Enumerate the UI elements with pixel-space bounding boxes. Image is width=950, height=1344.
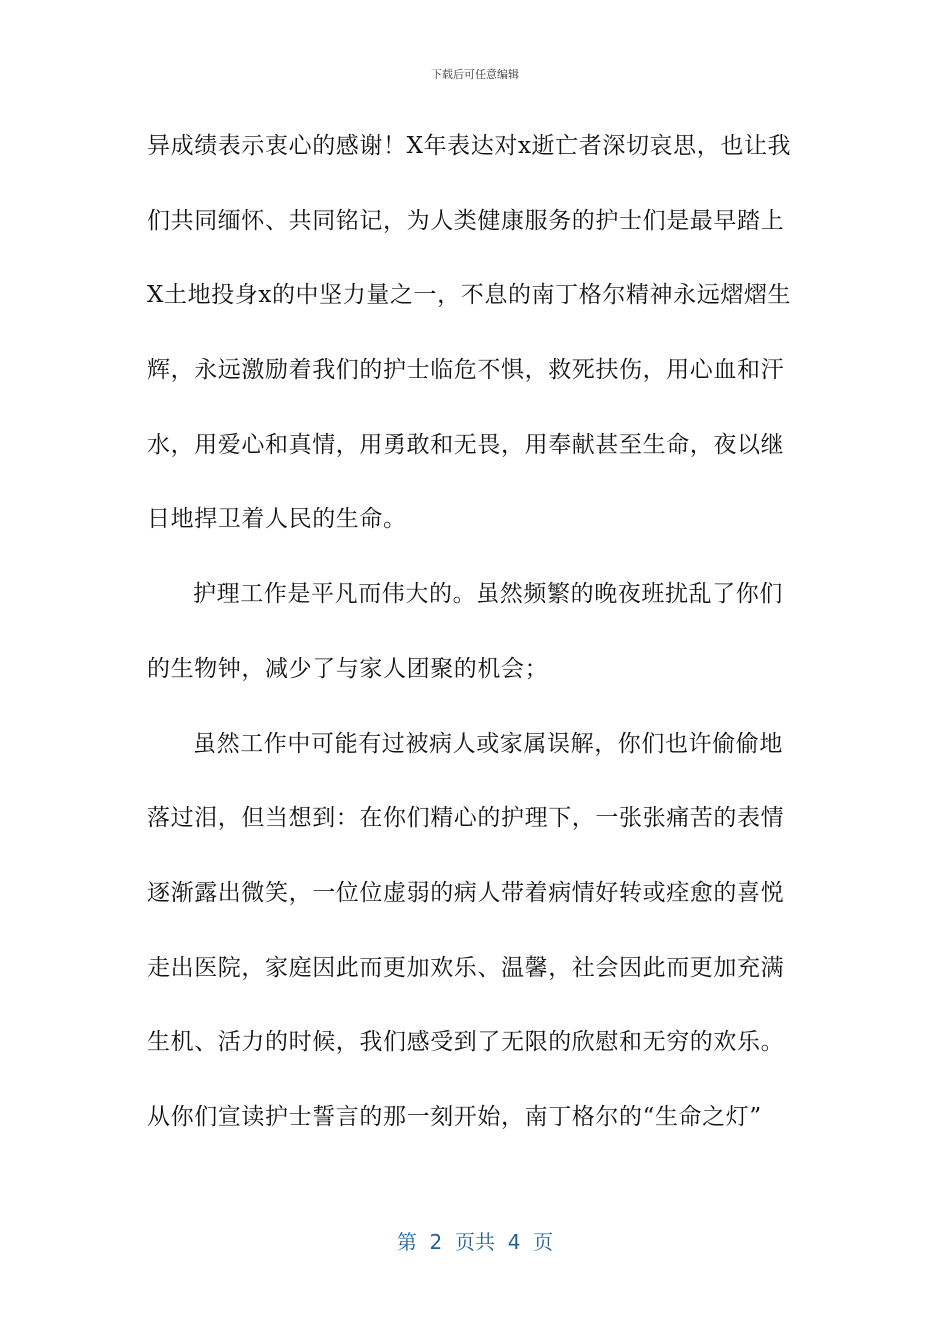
header-note: 下载后可任意编辑 [431,68,519,81]
text-line: 辉，永远激励着我们的护士临危不惧，救死扶伤，用心血和汗 [147,357,785,384]
text-line: 们共同缅怀、共同铭记，为人类健康服务的护士们是最早踏上 [147,207,785,234]
text-line: 落过泪，但当想到：在你们精心的护理下，一张张痛苦的表情 [147,805,785,832]
text-line: 日地捍卫着人民的生命。 [147,506,407,533]
page-number-footer: 第 2 页共 4 页 [396,1230,554,1254]
text-line: 水，用爱心和真情，用勇敢和无畏，用奉献甚至生命，夜以继 [147,431,785,458]
text-line: 走出医院，家庭因此而更加欢乐、温馨，社会因此而更加充满 [147,954,785,981]
text-line: 异成绩表示衷心的感谢！X年表达对x逝亡者深切哀思，也让我 [147,133,792,159]
text-line: 生机、活力的时候，我们感受到了无限的欣慰和无穷的欢乐。 [147,1029,785,1056]
document-body [147,128,807,1174]
text-line: 从你们宣读护士誓言的那一刻开始，南丁格尔的“生命之灯” [147,1103,762,1130]
text-line: 逐渐露出微笑，一位位虚弱的病人带着病情好转或痊愈的喜悦 [147,879,785,906]
paragraph-start-line: 护理工作是平凡而伟大的。虽然频繁的晚夜班扰乱了你们 [193,581,783,608]
paragraph-start-line: 虽然工作中可能有过被病人或家属误解，你们也许偷偷地 [193,730,783,757]
text-line: X土地投身x的中坚力量之一，不息的南丁格尔精神永远熠熠生 [147,282,792,309]
text-line: 的生物钟，减少了与家人团聚的机会； [147,655,549,682]
